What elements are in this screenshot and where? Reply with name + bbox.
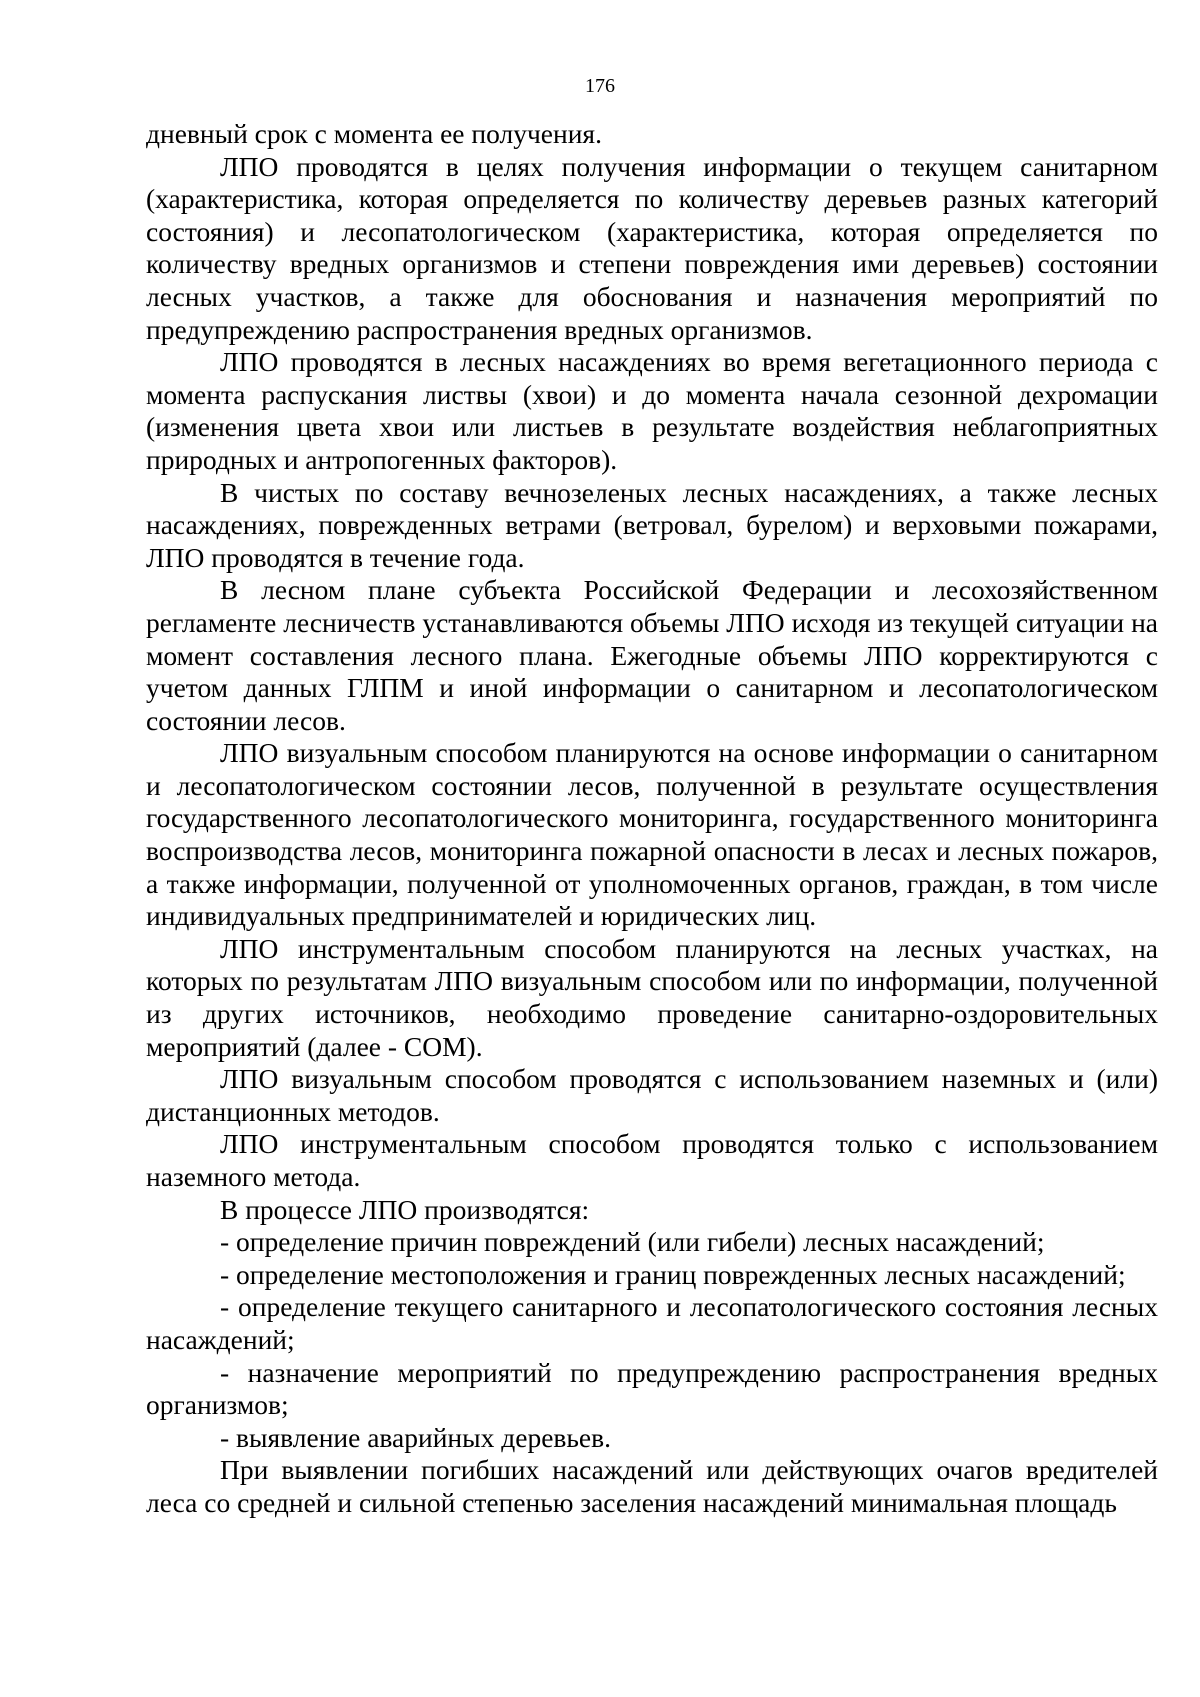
page-number: 176: [585, 75, 615, 97]
body-text: [146, 118, 1158, 1520]
list-item-3: - определение текущего санитарного и лесопатологического состояния лесных насаждений;: [146, 1291, 1158, 1355]
paragraph-7: ЛПО инструментальным способом планируются на лесных участках, на которых по результатам ЛПО визуальным способом или по информации, полученной из других источников, необходимо проведение санитарно-оздоровительных мероприятий (далее - СОМ).: [146, 932, 1158, 1062]
paragraph-11: При выявлении погибших насаждений или действующих очагов вредителей леса со средней и сильной степенью заселения насаждений минимальная площадь: [146, 1454, 1158, 1518]
list-item-5: - выявление аварийных деревьев.: [220, 1421, 611, 1453]
paragraph-10: В процессе ЛПО производятся:: [220, 1193, 590, 1225]
list-item-4: - назначение мероприятий по предупреждению распространения вредных организмов;: [146, 1356, 1158, 1421]
paragraph-5: В лесном плане субъекта Российской Федерации и лесохозяйственном регламенте лесничеств устанавливаются объемы ЛПО исходя из текущей ситуации на момент составления лесного плана. Ежегодные объемы ЛПО корректируются с учетом данных ГЛПМ и иной информации о санитарном и лесопатологическом состоянии лесов.: [146, 574, 1158, 736]
paragraph-2: ЛПО проводятся в целях получения информации о текущем санитарном (характеристика, которая определяется по количеству деревьев разных категорий состояния) и лесопатологическом (характеристика, которая определяется по количеству вредных организмов и степени повреждения ими деревьев) состоянии лесных участков, а также для обоснования и назначения мероприятий по предупреждению распространения вредных организмов.: [146, 150, 1158, 345]
list-item-1: - определение причин повреждений (или гибели) лесных насаждений;: [220, 1226, 1045, 1258]
paragraph-8: ЛПО визуальным способом проводятся с использованием наземных и (или) дистанционных методов.: [146, 1063, 1158, 1127]
paragraph-1: дневный срок с момента ее получения.: [146, 118, 602, 149]
paragraph-6: ЛПО визуальным способом планируются на основе информации о санитарном и лесопатологическом состоянии лесов, полученной в результате осуществления государственного лесопатологического мониторинга, государственного мониторинга воспроизводства лесов, мониторинга пожарной опасности в лесах и лесных пожаров, а также информации, полученной от уполномоченных органов, граждан, в том числе индивидуальных предпринимателей и юридических лиц.: [146, 737, 1158, 932]
paragraph-3: ЛПО проводятся в лесных насаждениях во время вегетационного периода с момента распускания листвы (хвои) и до момента начала сезонной дехромации (изменения цвета хвои или листьев в результате воздействия неблагоприятных природных и антропогенных факторов).: [146, 346, 1158, 475]
paragraph-9: ЛПО инструментальным способом проводятся только с использованием наземного метода.: [146, 1128, 1158, 1192]
paragraph-4: В чистых по составу вечнозеленых лесных насаждениях, а также лесных насаждениях, поврежденных ветрами (ветровал, бурелом) и верховыми пожарами, ЛПО проводятся в течение года.: [146, 476, 1158, 573]
list-item-2: - определение местоположения и границ поврежденных лесных насаждений;: [220, 1258, 1126, 1290]
